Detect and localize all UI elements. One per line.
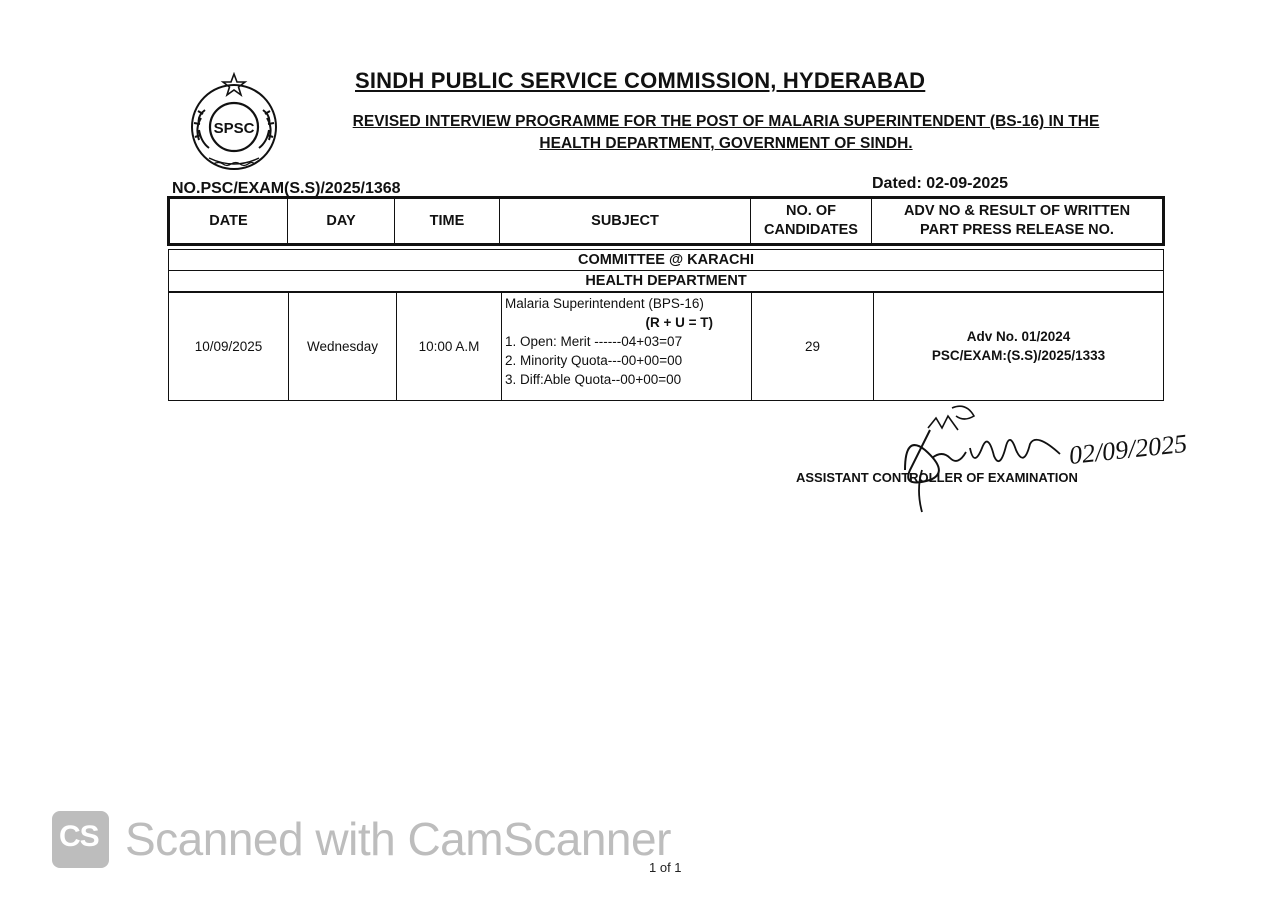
col-date: DATE <box>169 198 288 244</box>
reference-number: NO.PSC/EXAM(S.S)/2025/1368 <box>172 180 401 197</box>
subject-formula: (R + U = T) <box>645 315 713 330</box>
spsc-logo <box>183 72 285 174</box>
department-label: HEALTH DEPARTMENT <box>585 273 747 289</box>
cell-adv <box>874 291 1164 401</box>
col-adv <box>872 198 1163 244</box>
signatory-designation: ASSISTANT CONTROLLER OF EXAMINATION <box>796 470 1078 485</box>
col-candidates-line-1: NO. OF <box>786 203 836 219</box>
subtitle-line-1: REVISED INTERVIEW PROGRAMME FOR THE POST OF MALARIA SUPERINTENDENT (BS-16) IN THE <box>352 113 1100 130</box>
committee-band <box>168 249 1164 293</box>
committee-label: COMMITTEE @ KARACHI <box>169 250 1163 271</box>
col-candidates-line-2: CANDIDATES <box>764 222 858 238</box>
col-candidates <box>751 198 872 244</box>
camscanner-logo <box>52 811 109 868</box>
adv-number: Adv No. 01/2024 <box>966 329 1071 344</box>
page-indicator: 1 of 1 <box>649 860 682 875</box>
schedule-table <box>168 291 1164 401</box>
subtitle-line-2: HEALTH DEPARTMENT, GOVERNMENT OF SINDH. <box>539 135 913 152</box>
subject-line-3: 3. Diff:Able Quota--00+00=00 <box>505 372 682 387</box>
handwritten-signature <box>860 398 1230 518</box>
subject-line-2: 2. Minority Quota---00+00=00 <box>505 353 683 368</box>
col-adv-line-2: PART PRESS RELEASE NO. <box>920 222 1114 238</box>
cell-candidates: 29 <box>752 291 874 401</box>
camscanner-logo-text: CS <box>59 820 99 853</box>
table-row <box>168 291 1164 401</box>
schedule-header <box>167 196 1165 246</box>
col-day: DAY <box>288 198 395 244</box>
press-release-number: PSC/EXAM:(S.S)/2025/1333 <box>931 348 1106 363</box>
col-time: TIME <box>395 198 500 244</box>
cell-time: 10:00 A.M <box>397 291 502 401</box>
logo-text: SPSC <box>213 120 255 137</box>
col-adv-line-1: ADV NO & RESULT OF WRITTEN <box>903 203 1131 219</box>
col-subject: SUBJECT <box>500 198 751 244</box>
signature-date: 02/09/2025 <box>1067 428 1189 470</box>
cell-day: Wednesday <box>289 291 397 401</box>
subject-line-1: 1. Open: Merit ------04+03=07 <box>505 334 683 349</box>
page-subtitle <box>290 111 1162 155</box>
page-title: SINDH PUBLIC SERVICE COMMISSION, HYDERABAD <box>355 68 926 93</box>
cell-date: 10/09/2025 <box>168 291 289 401</box>
camscanner-watermark: Scanned with CamScanner <box>125 813 671 865</box>
dated-label: Dated: 02-09-2025 <box>872 175 1009 192</box>
subject-title: Malaria Superintendent (BPS-16) <box>505 296 704 311</box>
cell-subject <box>502 291 752 401</box>
